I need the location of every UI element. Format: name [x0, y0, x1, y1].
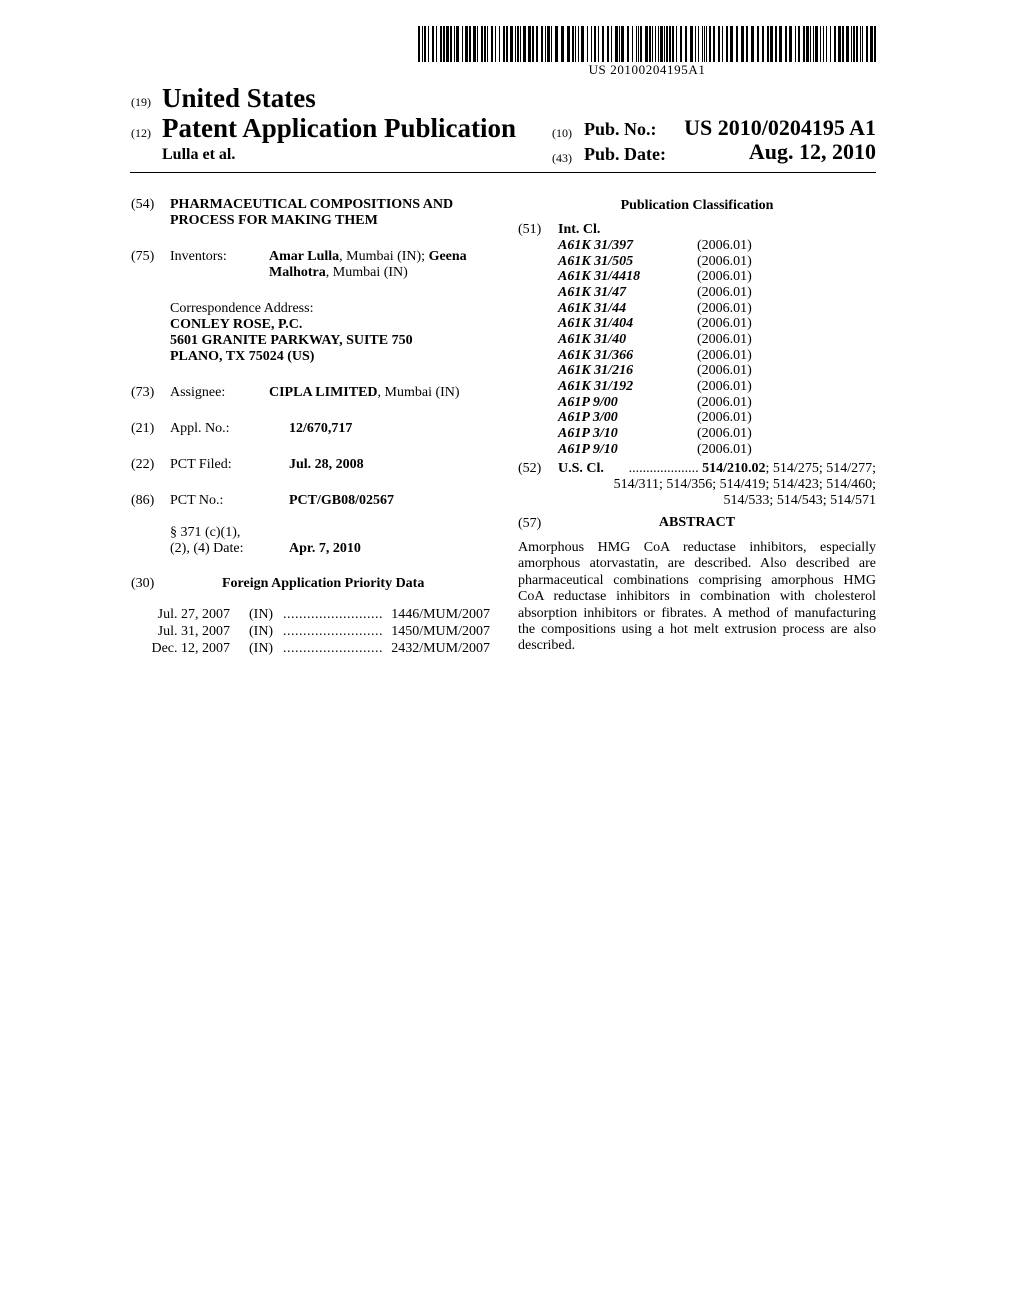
document-type: Patent Application Publication: [162, 113, 517, 143]
int-cl-code-value: A61K 31/216: [558, 363, 634, 378]
inventor-2-location: , Mumbai (IN): [325, 265, 408, 280]
inventors-code: (75): [131, 249, 155, 264]
pct-filed-code: (22): [131, 457, 155, 472]
int-cl-version: (2006.01): [697, 348, 752, 363]
pct-filed-label: PCT Filed:: [170, 457, 232, 472]
pct-number: PCT/GB08/02567: [289, 493, 395, 508]
us-cl-code: (52): [518, 461, 542, 476]
inventors-label: Inventors:: [170, 249, 227, 264]
pub-no-label: Pub. No.:: [584, 119, 657, 139]
int-cl-code-value: A61K 31/4418: [558, 269, 641, 284]
int-cl-code-value: A61K 31/44: [558, 301, 627, 316]
title-line-2: PROCESS FOR MAKING THEM: [170, 213, 378, 228]
pub-date-label: Pub. Date:: [584, 144, 666, 164]
int-cl-version: (2006.01): [697, 269, 752, 284]
priority-row: [130, 641, 490, 657]
inventor-1-name: Amar Lulla: [269, 249, 340, 264]
appl-label: Appl. No.:: [170, 421, 230, 436]
priority-leader: .........................: [283, 607, 383, 622]
abstract-title: ABSTRACT: [658, 515, 736, 530]
assignee-label: Assignee:: [170, 385, 226, 400]
int-cl-code-value: A61P 3/10: [558, 426, 618, 441]
int-cl-code-value: A61K 31/192: [558, 379, 634, 394]
section-371-line-2: (2), (4) Date:: [170, 541, 244, 556]
int-cl-version: (2006.01): [697, 254, 752, 269]
code-19: (19): [131, 95, 151, 109]
appl-code: (21): [131, 421, 155, 436]
priority-country: (IN): [249, 641, 274, 656]
us-cl-line-3: 514/533; 514/543; 514/571: [723, 493, 876, 508]
pct-no-code: (86): [131, 493, 155, 508]
correspondence-line-3: PLANO, TX 75024 (US): [170, 349, 315, 364]
int-cl-code-value: A61K 31/366: [558, 348, 634, 363]
int-cl-label: Int. Cl.: [558, 222, 601, 237]
int-cl-version: (2006.01): [697, 238, 752, 253]
int-cl-code-value: A61P 9/10: [558, 442, 618, 457]
priority-number: 1450/MUM/2007: [391, 624, 490, 639]
priority-number: 2432/MUM/2007: [391, 641, 490, 656]
correspondence-line-2: 5601 GRANITE PARKWAY, SUITE 750: [170, 333, 413, 348]
priority-number: 1446/MUM/2007: [391, 607, 490, 622]
priority-country: (IN): [249, 624, 274, 639]
barcode-number: US 20100204195A1: [588, 62, 706, 77]
priority-leader: .........................: [283, 624, 383, 639]
country: United States: [162, 83, 316, 113]
priority-row: [130, 607, 490, 623]
priority-date: Dec. 12, 2007: [151, 641, 230, 656]
us-cl-label: U.S. Cl.: [558, 461, 604, 476]
int-cl-version: (2006.01): [697, 395, 752, 410]
int-cl-version: (2006.01): [697, 301, 752, 316]
assignee-location: , Mumbai (IN): [377, 385, 460, 400]
priority-date: Jul. 27, 2007: [157, 607, 230, 622]
int-cl-code-value: A61P 3/00: [558, 410, 618, 425]
correspondence-line-1: CONLEY ROSE, P.C.: [170, 317, 303, 332]
int-cl-code-value: A61P 9/00: [558, 395, 618, 410]
int-cl-code-value: A61K 31/397: [558, 238, 634, 253]
header-rule: [130, 172, 876, 173]
foreign-priority-title: Foreign Application Priority Data: [222, 576, 425, 591]
abstract-code: (57): [518, 516, 542, 531]
int-cl-code-value: A61K 31/505: [558, 254, 634, 269]
int-cl-version: (2006.01): [697, 426, 752, 441]
us-cl-line-1: [558, 461, 876, 477]
correspondence-label: Correspondence Address:: [170, 301, 314, 316]
int-cl-version: (2006.01): [697, 410, 752, 425]
us-cl-leader: ....................: [628, 461, 699, 476]
us-cl-main: 514/210.02: [702, 461, 766, 476]
inventor-2-first: Geena: [428, 249, 467, 264]
inventor-1-location: , Mumbai (IN);: [339, 249, 429, 264]
assignee: [269, 385, 460, 401]
code-43: (43): [552, 151, 572, 165]
int-cl-code: (51): [518, 222, 542, 237]
priority-date: Jul. 31, 2007: [157, 624, 230, 639]
priority-country: (IN): [249, 607, 274, 622]
section-371-date: Apr. 7, 2010: [289, 541, 361, 556]
pct-filed-date: Jul. 28, 2008: [289, 457, 364, 472]
priority-row: [130, 624, 490, 640]
int-cl-version: (2006.01): [697, 363, 752, 378]
assignee-name: CIPLA LIMITED: [269, 385, 378, 400]
int-cl-code-value: A61K 31/404: [558, 316, 634, 331]
int-cl-version: (2006.01): [697, 332, 752, 347]
priority-leader: .........................: [283, 641, 383, 656]
publication-classification-title: Publication Classification: [620, 198, 774, 213]
inventors-line-2: [269, 265, 408, 281]
appl-number: 12/670,717: [289, 421, 353, 436]
us-cl-rest: ; 514/275; 514/277;: [765, 461, 876, 476]
abstract-text: Amorphous HMG CoA reductase inhibitors, especially amorphous atorvastatin, are described. Also described are pharmaceutical combinations comprising amorphous HMG CoA reductase inhibitors in combination with cholesterol absorption inhibitors or fibrates. A method of manufacturing the compositions using a hot melt extrusion process are also described.: [518, 540, 876, 654]
int-cl-version: (2006.01): [697, 316, 752, 331]
code-12: (12): [131, 126, 151, 140]
inventors-short: Lulla et al.: [162, 146, 236, 163]
title-line-1: PHARMACEUTICAL COMPOSITIONS AND: [170, 197, 454, 212]
assignee-code: (73): [131, 385, 155, 400]
pub-date: Aug. 12, 2010: [748, 139, 876, 164]
pct-no-label: PCT No.:: [170, 493, 224, 508]
inventors-line-1: [269, 249, 467, 265]
int-cl-version: (2006.01): [697, 379, 752, 394]
pub-no: US 2010/0204195 A1: [684, 115, 876, 140]
barcode: [418, 26, 876, 62]
int-cl-version: (2006.01): [697, 285, 752, 300]
int-cl-code-value: A61K 31/47: [558, 285, 627, 300]
code-10: (10): [552, 126, 572, 140]
int-cl-code-value: A61K 31/40: [558, 332, 627, 347]
us-cl-line-2: 514/311; 514/356; 514/419; 514/423; 514/460;: [613, 477, 876, 492]
section-371-line-1: § 371 (c)(1),: [170, 525, 241, 540]
int-cl-version: (2006.01): [697, 442, 752, 457]
foreign-priority-code: (30): [131, 576, 155, 591]
inventor-2-last: Malhotra: [269, 265, 326, 280]
title-code: (54): [131, 197, 155, 212]
